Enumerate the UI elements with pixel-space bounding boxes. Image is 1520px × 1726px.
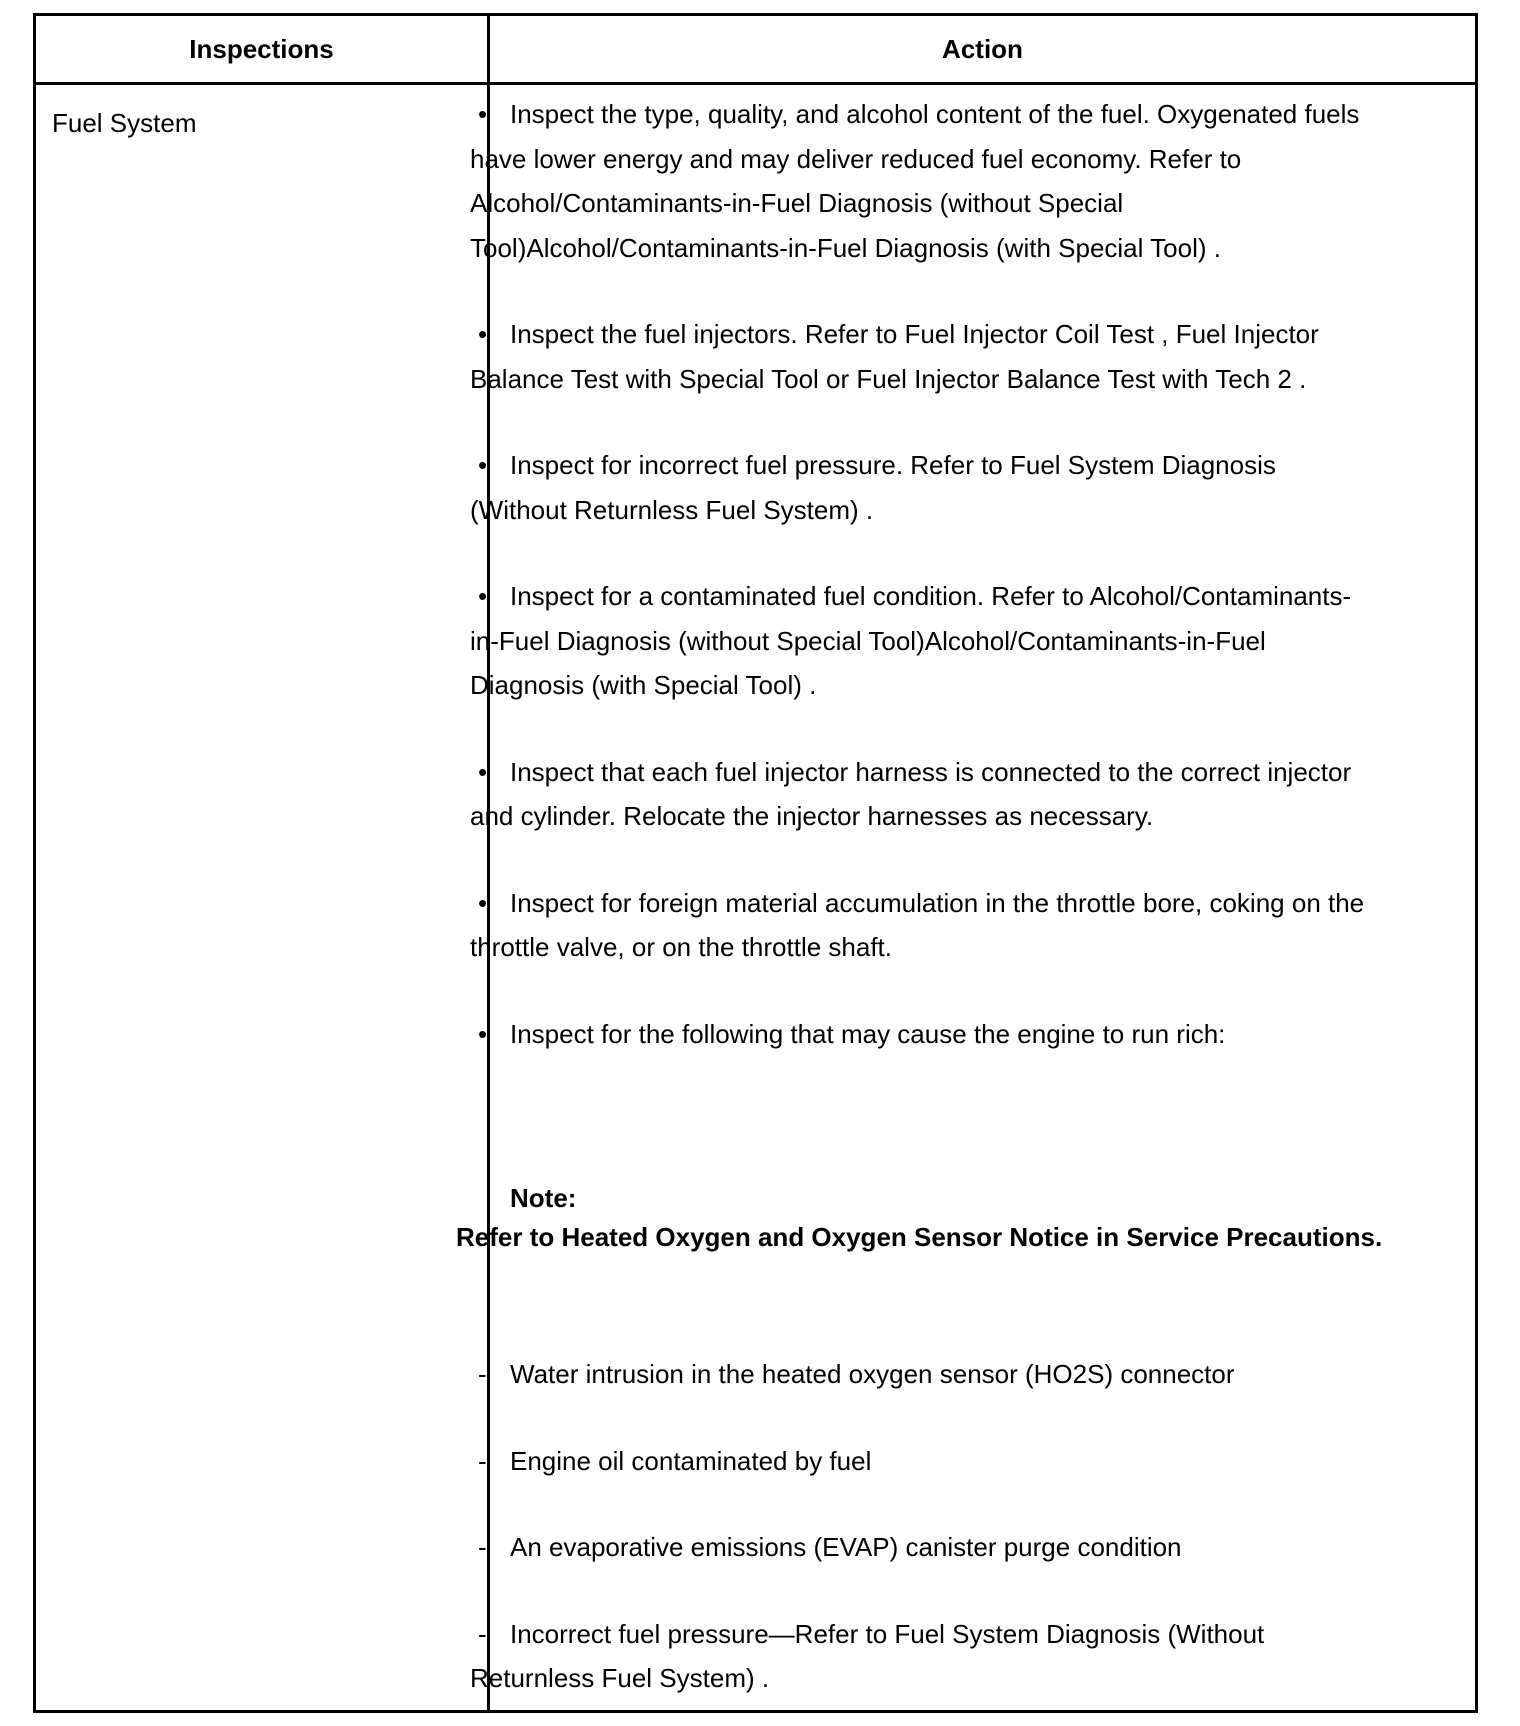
sub-item-text: Incorrect fuel pressure—Refer to Fuel System Diagnosis (Without Returnless Fuel System) . [470, 1618, 1265, 1693]
dash-icon: - [478, 1618, 487, 1649]
dash-icon: - [478, 1359, 487, 1389]
inspection-cell: Fuel System [52, 108, 197, 138]
action-text: Inspect for a contaminated fuel condition. Refer to Alcohol/Contaminants-in-Fuel Diagnosis (without Special Tool)Alcohol/Contaminants-in-Fuel Diagnosis (with Special Tool) . [470, 581, 1352, 700]
action-text: Inspect the type, quality, and alcohol content of the fuel. Oxygenated fuels have lower energy and may deliver reduced fuel economy. Refer to Alcohol/Contaminants-in-Fuel Diagnosis (without Special Tool)Alcohol/Contaminants-in-Fuel Diagnosis (with Special Tool) . [470, 99, 1360, 263]
list-item [470, 750, 1370, 839]
bullet-icon: • [478, 756, 488, 787]
list-item [470, 1352, 1370, 1397]
note-label: Note: [510, 1183, 577, 1213]
bullet-icon: • [478, 319, 488, 349]
bullet-icon: • [478, 99, 488, 129]
header-action: Action [942, 33, 1023, 64]
list-item [470, 574, 1370, 708]
dash-icon: - [478, 1445, 487, 1476]
bullet-icon: • [478, 581, 488, 611]
bullet-icon: • [478, 450, 488, 480]
note-text: Refer to Heated Oxygen and Oxygen Sensor Notice in Service Precautions. [456, 1222, 1383, 1252]
dash-icon: - [478, 1532, 487, 1562]
list-item [470, 92, 1370, 270]
list-item [470, 312, 1370, 401]
list-item [470, 881, 1370, 970]
action-text: Inspect the fuel injectors. Refer to Fuel Injector Coil Test , Fuel Injector Balance Test with Special Tool or Fuel Injector Balance Test with Tech 2 . [470, 319, 1319, 394]
sub-item-text: An evaporative emissions (EVAP) canister purge condition [510, 1532, 1182, 1562]
action-list [470, 92, 1370, 1056]
list-item [470, 443, 1370, 532]
sub-item-list [470, 1352, 1370, 1701]
sub-item-text: Water intrusion in the heated oxygen sensor (HO2S) connector [510, 1359, 1235, 1389]
bullet-icon: • [478, 887, 488, 918]
bullet-icon: • [478, 1018, 488, 1049]
list-item [470, 1612, 1370, 1701]
action-text: Inspect that each fuel injector harness is connected to the correct injector and cylinder. Relocate the injector harnesses as necessary. [470, 756, 1352, 831]
list-item [470, 1525, 1370, 1570]
action-text: Inspect for the following that may cause the engine to run rich: [510, 1018, 1226, 1049]
action-text: Inspect for incorrect fuel pressure. Refer to Fuel System Diagnosis (Without Returnless Fuel System) . [470, 450, 1276, 525]
sub-item-text: Engine oil contaminated by fuel [510, 1445, 872, 1476]
header-divider [36, 82, 1475, 85]
list-item [470, 1012, 1370, 1057]
header-inspections: Inspections [189, 33, 334, 64]
list-item [470, 1439, 1370, 1484]
action-text: Inspect for foreign material accumulation in the throttle bore, coking on the throttle valve, or on the throttle shaft. [470, 887, 1365, 962]
